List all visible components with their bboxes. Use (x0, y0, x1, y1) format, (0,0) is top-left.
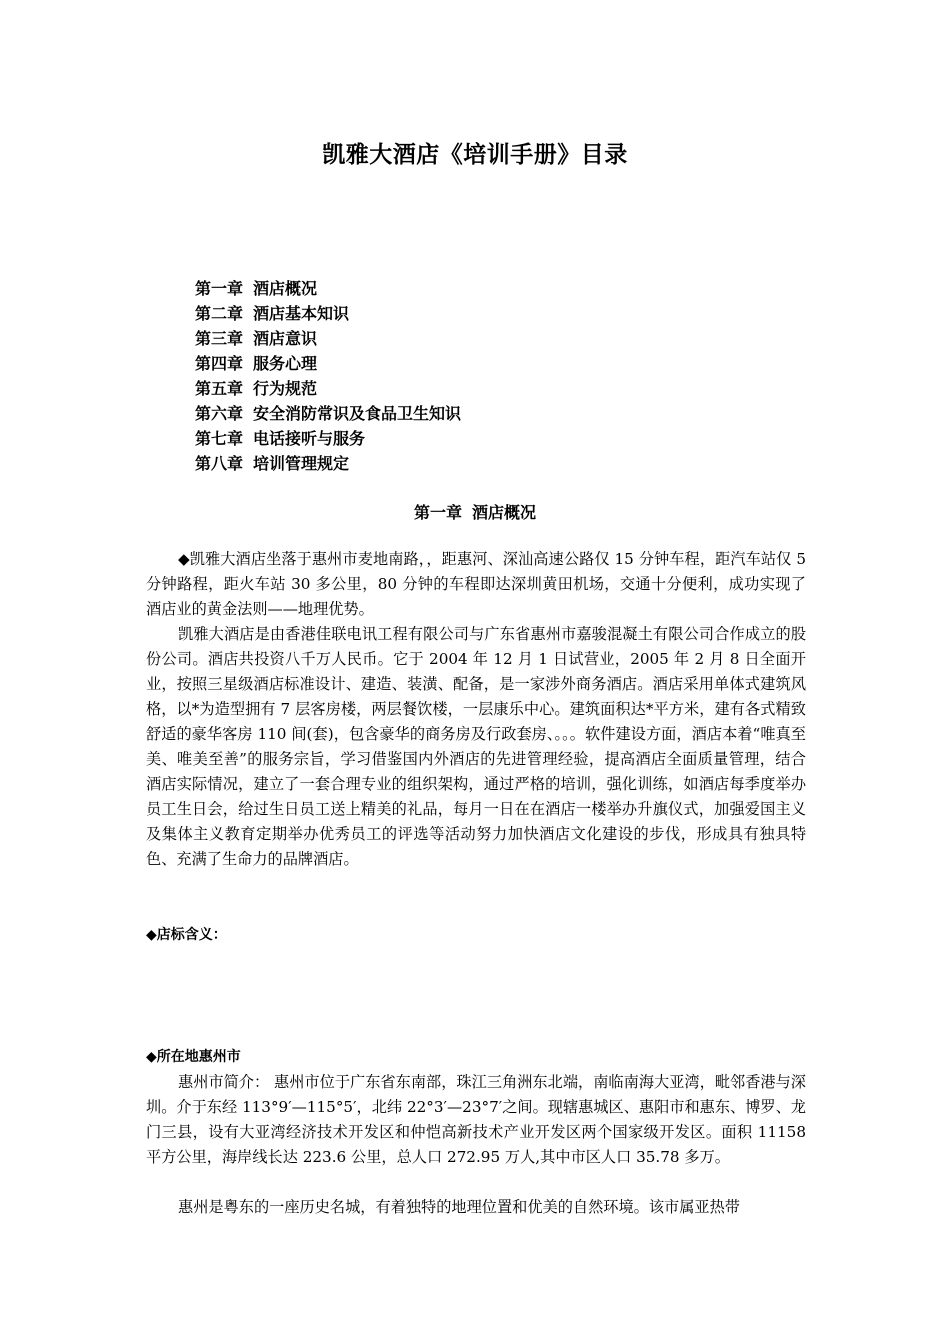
toc-chapter-number: 第一章 (195, 279, 244, 298)
toc-item[interactable] (195, 376, 461, 401)
toc-chapter-number: 第二章 (195, 304, 244, 323)
chapter-heading (0, 500, 950, 523)
city-section-label: ◆所在地惠州市 (146, 1049, 241, 1065)
chapter-number: 第一章 (413, 503, 462, 522)
hotel-intro-paragraph: 凯雅大酒店是由香港佳联电讯工程有限公司与广东省惠州市嘉骏混凝土有限公司合作成立的股份公司。酒店共投资八千万人民币。它于 2004 年 12 月 1 日试营业，2005 年 2 月 8 日全面开业，按照三星级酒店标准设计、建造、装潢、配备，是一家涉外商务酒店。酒店采用单体式建筑风格，以*为造型拥有 7 层客房楼，两层餐饮楼，一层康乐中心。建筑面积达*平方米，建有各式精致舒适的豪华客房 110 间(套)，包含豪华的商务房及行政套房、。。。软件建设方面，酒店本着“唯真至美、唯美至善”的服务宗旨，学习借鉴国内外酒店的先进管理经验，提高酒店全面质量管理，结合酒店实际情况，建立了一套合理专业的组织架构，通过严格的培训，强化训练，如酒店每季度举办员工生日会，给过生日员工送上精美的礼品，每月一日在在酒店一楼举办升旗仪式，加强爱国主义及集体主义教育定期举办优秀员工的评选等活动努力加快酒店文化建设的步伐，形成具有独具特色、充满了生命力的品牌酒店。 (146, 625, 806, 868)
toc-item[interactable] (195, 276, 461, 301)
toc-chapter-number: 第八章 (195, 454, 244, 473)
toc-item[interactable] (195, 301, 461, 326)
toc-item[interactable] (195, 351, 461, 376)
toc-chapter-title: 培训管理规定 (253, 454, 350, 473)
toc-chapter-title: 酒店意识 (253, 329, 318, 348)
location-paragraph: ◆凯雅大酒店坐落于惠州市麦地南路，，距惠河、深汕高速公路仅 15 分钟车程，距汽车站仅 5 分钟路程，距火车站 30 多公里，80 分钟的车程即达深圳黄田机场，交通十分便利，成功实现了酒店业的黄金法则——地理优势。 (146, 550, 806, 618)
toc-item[interactable] (195, 401, 461, 426)
toc-chapter-title: 酒店概况 (253, 279, 318, 298)
toc-chapter-title: 安全消防常识及食品卫生知识 (253, 404, 462, 423)
toc-chapter-number: 第三章 (195, 329, 244, 348)
city-history-paragraph: 惠州是粤东的一座历史名城，有着独特的地理位置和优美的自然环境。该市属亚热带 (178, 1198, 740, 1216)
toc-chapter-title: 电话接听与服务 (253, 429, 366, 448)
toc-chapter-title: 行为规范 (253, 379, 318, 398)
document-title: 凯雅大酒店《培训手册》目录 (322, 142, 628, 168)
toc-chapter-title: 酒店基本知识 (253, 304, 350, 323)
logo-meaning-label: ◆店标含义： (146, 927, 227, 943)
city-intro-paragraph: 惠州市简介： 惠州市位于广东省东南部，珠江三角洲东北端，南临南海大亚湾，毗邻香港与深圳。介于东经 113°9′—115°5′，北纬 22°3′—23°7′之间。现辖惠城区、惠阳市和惠东、博罗、龙门三县，设有大亚湾经济技术开发区和仲恺高新技术产业开发区两个国家级开发区。面积 11158 平方公里，海岸线长达 223.6 公里，总人口 272.95 万人,其中市区人口 35.78 多万。 (146, 1073, 806, 1166)
toc-chapter-title: 服务心理 (253, 354, 318, 373)
toc-chapter-number: 第五章 (195, 379, 244, 398)
chapter-title: 酒店概况 (472, 503, 537, 522)
toc-item[interactable] (195, 326, 461, 351)
toc-chapter-number: 第七章 (195, 429, 244, 448)
toc-item[interactable] (195, 451, 461, 476)
table-of-contents (195, 276, 461, 476)
toc-chapter-number: 第四章 (195, 354, 244, 373)
toc-chapter-number: 第六章 (195, 404, 244, 423)
toc-item[interactable] (195, 426, 461, 451)
